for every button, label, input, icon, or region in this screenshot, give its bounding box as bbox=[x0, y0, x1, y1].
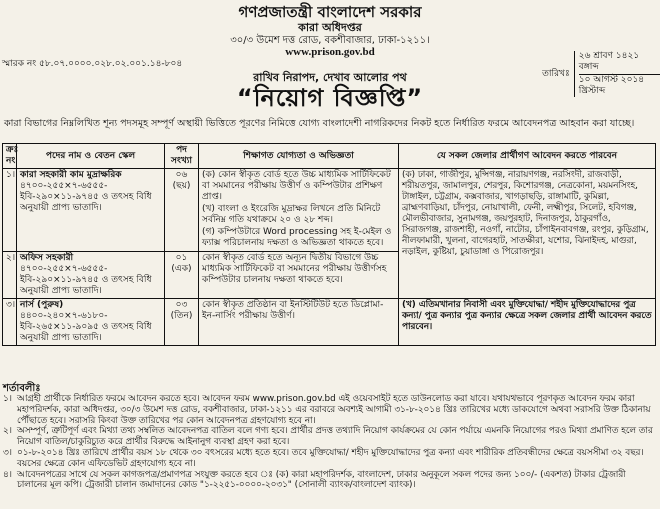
qualification-cell bbox=[199, 252, 399, 299]
conditions-list bbox=[3, 394, 655, 491]
post-name: অফিস সহকারী bbox=[20, 253, 74, 263]
header-qualification: শিক্ষাগত যোগ্যতা ও অভিজ্ঞতা bbox=[199, 144, 399, 169]
pay-scale: ৪৪০০-২৪০×৭-৬১৮০-ইবি-২৬৫×১১-৯০৯৫ ও তৎসহ বিধি অনুযায়ী প্রাপ্য ভাতাদি। bbox=[20, 311, 152, 343]
condition-text: ০১-৮-২০১৪ খ্রিঃ তারিখে প্রার্থীর বয়স ১৮ থেকে ৩০ বৎসরের মধ্যে হতে হবে। তবে মুক্তিযোদ্ধা/ শহীদ মুক্তিযোদ্ধাদের পুত্র কন্যা এবং শারীরিক প্রতিবন্ধীদের ক্ষেত্রে বয়সসীমা ৩২ বছর। বয়সের ক্ষেত্রে কোন এফিডেভিট গ্রহণযোগ্য হবে না। bbox=[17, 447, 644, 469]
qualification-item: (ক) কোন স্বীকৃত বোর্ড হতে উচ্চ মাধ্যমিক সার্টিফিকেট বা সমমানের পরীক্ষায় উত্তীর্ণ ও কম্পিউটার প্রশিক্ষণ প্রাপ্ত। bbox=[202, 170, 391, 202]
memo-number: স্মারক নং ৫৮.০৭.০০০০.০২৮.০২.০০১.১৪-৮০৪ bbox=[2, 59, 183, 69]
qualification-cell bbox=[199, 169, 399, 252]
qualification-cell bbox=[199, 299, 399, 346]
condition-text: আগ্রহী প্রার্থীকে নির্ধারিত ফরমে আবেদন করতে হবে। আবেদন ফরম www.prison.gov.bd এই ওয়েবসাইট হতে ডাউনলোড করা যাবে। যথাযথভাবে পূরণকৃত আবেদন ফরম কারা মহাপরিদর্শক, কারা অধিদপ্তর, ৩০/৩ উমেশ দত্ত রোড, বকশীবাজার, ঢাকা-১২১১ এর বরাবরে অবশ্যই আগামী ৩১-৮-২০১৪ খ্রিঃ তারিখের মধ্যে ডাকযোগে অথবা সরাসরি উক্ত ঠিকানায় পৌঁছাতে হবে। সরাসরি কিংবা উক্ত তারিখের পর কোন আবেদনপত্র গ্রহণযোগ্য হবে না। bbox=[17, 394, 651, 426]
vacancy-table bbox=[2, 143, 656, 346]
qualification-item: (খ) বাংলা ও ইংরেজি মুদ্রাক্ষর লিখনে প্রতি মিনিটে সর্বনিম্ন গতি যথাক্রমে ২০ ও ২৮ শব্দ। bbox=[202, 204, 381, 225]
department-name: কারা অধিদপ্তর bbox=[298, 21, 362, 34]
date-bangla: ২৬ শ্রাবণ ১৪২১ বঙ্গাব্দ bbox=[579, 51, 660, 75]
header-serial: ক্রঃ নং bbox=[3, 144, 17, 169]
post-count: ০৩ (তিন) bbox=[165, 299, 199, 346]
date-english: ১০ আগস্ট ২০১৪ খ্রিস্টাব্দ bbox=[578, 75, 645, 96]
pay-scale: ৪৭০০-২৫৫×৭-৬৫৫৫-ইবি-২৯০×১১-৯৭৪৫ ও তৎসহ বিধি অনুযায়ী প্রাপ্য ভাতাদি। bbox=[20, 264, 152, 296]
header-districts: যে সকল জেলার প্রার্থীগণ আবেদন করতে পারবেন bbox=[399, 144, 656, 169]
condition-item bbox=[3, 426, 655, 448]
table-row bbox=[3, 169, 656, 252]
special-eligibility-note: (খ) এতিমখানার নিবাসী এবং মুক্তিযোদ্ধা/ শহীদ মুক্তিযোদ্ধাদের পুত্র কন্যা/ পুত্র কন্যার পুত্র কন্যার ক্ষেত্রে সকল জেলার প্রার্থী আবেদন করতে পারবেন। bbox=[399, 299, 656, 346]
condition-number: ১। bbox=[3, 394, 12, 404]
condition-item bbox=[3, 470, 655, 492]
table-header-row bbox=[3, 144, 656, 169]
condition-number: ৪। bbox=[3, 469, 12, 480]
row-serial: ১। bbox=[3, 169, 17, 252]
department-address: ৩০/৩ উমেশ দত্ত রোড, বকশীবাজার, ঢাকা-১২১১। bbox=[230, 35, 430, 46]
condition-number: ৩। bbox=[3, 447, 12, 458]
table-row bbox=[3, 299, 656, 346]
conditions-title: শর্তাবলীঃ bbox=[3, 383, 41, 394]
post-count: ০৬ (ছয়) bbox=[165, 169, 199, 252]
qualification-item: (গ) কম্পিউটারে Word processing সহ ই-মেইল ও ফ্যাক্স পরিচালনায় দক্ষতা ও অভিজ্ঞতা থাকতে হবে। bbox=[202, 227, 392, 248]
condition-item bbox=[3, 394, 655, 426]
post-name: কারা সহকারী কাম মুদ্রাক্ষরিক bbox=[20, 170, 122, 180]
qualification-item: কোন স্বীকৃত প্রতিষ্ঠান বা ইনস্টিটিউট হতে ডিপ্লোমা-ইন-নার্সিং পরীক্ষায় উত্তীর্ণ। bbox=[202, 300, 384, 321]
header-post: পদের নাম ও বেতন স্কেল bbox=[17, 144, 165, 169]
post-cell bbox=[17, 299, 165, 346]
row-serial: ৩। bbox=[3, 299, 17, 346]
condition-item bbox=[3, 448, 655, 470]
post-name: নার্স (পুরুষ) bbox=[20, 300, 64, 310]
date-label: তারিখঃ bbox=[542, 68, 570, 79]
post-cell bbox=[17, 169, 165, 252]
row-serial: ২। bbox=[3, 252, 17, 299]
eligible-districts: (ক) ঢাকা, গাজীপুর, মুন্সিগঞ্জ, নারায়ণগঞ্জ, নরসিংদী, রাজবাড়ী, শরীয়তপুর, জামালপুর, শেরপুর, কিশোরগঞ্জ, নেত্রকোনা, ময়মনসিংহ, টাঙ্গাইল, চট্টগ্রাম, কক্সবাজার, খাগড়াছড়ি, রাঙ্গামাটি, কুমিল্লা, ব্রাহ্মণবাড়িয়া, চাঁদপুর, নোয়াখালী, ফেনী, লক্ষ্মীপুর, সিলেট, হবিগঞ্জ, মৌলভীবাজার, সুনামগঞ্জ, জয়পুরহাট, দিনাজপুর, ঠাকুরগাঁও, সিরাজগঞ্জ, রাজশাহী, নওগাঁ, নাটোর, চাঁপাইনবাবগঞ্জ, রংপুর, কুড়িগ্রাম, নীলফামারী, খুলনা, বাগেরহাট, সাতক্ষীরা, যশোর, ঝিনাইদহ, মাগুরা, নড়াইল, কুষ্টিয়া, চুয়াডাঙ্গা ও পিরোজপুর। bbox=[399, 169, 656, 299]
website-link[interactable]: www.prison.gov.bd bbox=[285, 46, 375, 58]
recruitment-banner: “ নিয়োগ বিজ্ঞপ্তি ” bbox=[210, 80, 450, 120]
post-cell bbox=[17, 252, 165, 299]
intro-paragraph: কারা বিভাগের নিম্নলিখিত শূন্য পদসমূহ সম্পূর্ণ অস্থায়ী ভিত্তিতে পূরণের নিমিত্তে যোগ্য বাংলাদেশী নাগরিকদের নিকট হতে নির্ধারিত ফরমে আবেদনপত্র আহবান করা যাচ্ছে। bbox=[4, 118, 635, 129]
qualification-item: কোন স্বীকৃত বোর্ড হতে অন্যূন দ্বিতীয় বিভাগে উচ্চ মাধ্যমিক সার্টিফিকেট বা সমমানের পরীক্ষায় উত্তীর্ণসহ কম্পিউটার চালনায় দক্ষতা থাকতে হবে। bbox=[202, 253, 387, 285]
condition-number: ২। bbox=[3, 426, 12, 437]
post-count: ০১ (এক) bbox=[165, 252, 199, 299]
header-count: পদ সংখ্যা bbox=[165, 144, 199, 169]
government-title: গণপ্রজাতন্ত্রী বাংলাদেশ সরকার bbox=[238, 3, 422, 21]
slogan: রাখিব নিরাপদ, দেখাব আলোর পথ bbox=[253, 71, 407, 84]
pay-scale: ৪৭০০-২৫৫×৭-৬৫৫৫-ইবি-২৯০×১১-৯৭৪৫ ও তৎসহ বিধি অনুযায়ী প্রাপ্য ভাতাদি। bbox=[20, 181, 152, 213]
condition-text: আবেদনপত্রের সাথে যে সকল কাগজপত্র/প্রমাণপত্র সংযুক্ত করতে হবে ঃ (ক) কারা মহাপরিদর্শক, বাংলাদেশ, ঢাকার অনুকূলে সকল পদের জন্য ১০০/- (একশত) টাকার ট্রেজারী চালানের মূল কপি। ট্রেজারী চালান জমাদানের কোড "১-২২৫১-০০০০-২০৩১" (সোনালী ব্যাংক/বাংলাদেশ ব্যাংক)। bbox=[17, 469, 626, 491]
condition-text: অসম্পূর্ণ, ত্রুটিপূর্ণ এবং মিথ্যা তথ্য সম্বলিত আবেদনপত্র বাতিল বলে গণ্য হবে। প্রার্থীর প্রদত্ত তথ্যাদি নিয়োগ কার্যক্রমের যে কোন পর্যায়ে এমনকি নিয়োগের পরও মিথ্যা প্রমাণিত হলে তার নিয়োগ বাতিল/চাকুরিচ্যুত করে প্রার্থীর বিরুদ্ধে আইনানুগ ব্যবস্থা গ্রহণ করা হবে। bbox=[17, 426, 653, 448]
